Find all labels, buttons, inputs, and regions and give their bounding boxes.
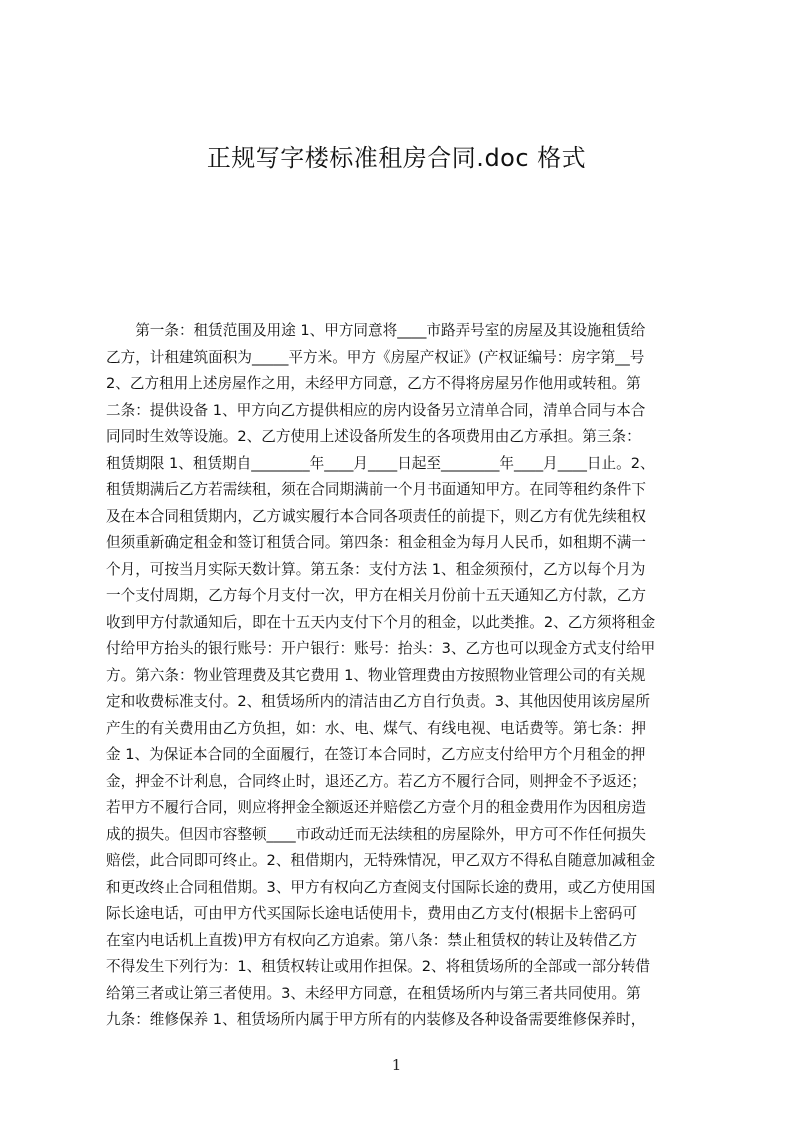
body-line: 际长途电话，可由甲方代买国际长途电话使用卡，费用由乙方支付(根据卡上密码可 bbox=[106, 905, 638, 922]
body-line: 和更改终止合同租借期。3、甲方有权向乙方查阅支付国际长途的费用，或乙方使用国 bbox=[106, 878, 656, 896]
body-line: 第一条：租赁范围及用途 1、甲方同意将____市路弄号室的房屋及其设施租赁给 bbox=[106, 322, 646, 339]
body-line: 方。第六条：物业管理费及其它费用 1、物业管理费由方按照物业管理公司的有关规 bbox=[106, 666, 646, 684]
page-number: 1 bbox=[391, 1056, 402, 1074]
body-line: 及在本合同租赁期内，乙方诚实履行本合同各项责任的前提下，则乙方有优先续租权 bbox=[106, 507, 646, 525]
body-line: 二条：提供设备 1、甲方向乙方提供相应的房内设备另立清单合同，清单合同与本合 bbox=[106, 401, 646, 419]
body-line: 一个支付周期，乙方每个月支付一次，甲方在相关月份前十五天通知乙方付款，乙方 bbox=[106, 587, 646, 604]
document-title: 正规写字楼标准租房合同.doc 格式 bbox=[206, 144, 587, 172]
body-line: 收到甲方付款通知后，即在十五天内支付下个月的租金，以此类推。2、乙方须将租金 bbox=[106, 613, 656, 631]
contract-body bbox=[106, 318, 702, 1028]
body-line: 赔偿，此合同即可终止。2、租借期内，无特殊情况，甲乙双方不得私自随意加减租金 bbox=[106, 852, 656, 869]
body-line: 付给甲方抬头的银行账号：开户银行：账号：抬头：3、乙方也可以现金方式支付给甲 bbox=[106, 640, 656, 657]
body-line: 不得发生下列行为：1、租赁权转让或用作担保。2、将租赁场所的全部或一部分转借 bbox=[106, 958, 650, 975]
body-line: 金 1、为保证本合同的全面履行，在签订本合同时，乙方应支付给甲方个月租金的押 bbox=[106, 746, 646, 763]
body-line: 个月，可按当月实际天数计算。第五条：支付方法 1、租金须预付，乙方以每个月为 bbox=[106, 560, 646, 578]
body-line: 在室内电话机上直拨)甲方有权向乙方追索。第八条：禁止租赁权的转让及转借乙方 bbox=[106, 931, 638, 949]
body-line: 产生的有关费用由乙方负担，如：水、电、煤气、有线电视、电话费等。第七条：押 bbox=[106, 719, 646, 737]
body-line: 乙方，计租建筑面积为_____平方米。甲方《房屋产权证》(产权证编号：房字第__号 bbox=[106, 348, 645, 366]
body-line: 同同时生效等设施。2、乙方使用上述设备所发生的各项费用由乙方承担。第三条： bbox=[106, 428, 641, 445]
body-line: 租赁期满后乙方若需续租，须在合同期满前一个月书面通知甲方。在同等租约条件下 bbox=[106, 481, 646, 498]
body-line: 若甲方不履行合同，则应将押金全额返还并赔偿乙方壹个月的租金费用作为因租房造 bbox=[106, 799, 646, 816]
body-line: 给第三者或让第三者使用。3、未经甲方同意，在租赁场所内与第三者共同使用。第 bbox=[106, 984, 641, 1002]
body-line: 但须重新确定租金和签订租赁合同。第四条：租金租金为每月人民币，如租期不满一 bbox=[106, 534, 646, 551]
body-line: 2、乙方租用上述房屋作之用，未经甲方同意，乙方不得将房屋另作他用或转租。第 bbox=[106, 375, 641, 392]
body-line: 九条：维修保养 1、租赁场所内属于甲方所有的内装修及各种设备需要维修保养时， bbox=[106, 1011, 646, 1028]
body-line: 成的损失。但因市容整顿____市政动迁而无法续租的房屋除外，甲方可不作任何损失 bbox=[106, 825, 646, 843]
body-line: 定和收费标准支付。2、租赁场所内的清洁由乙方自行负责。3、其他因使用该房屋所 bbox=[106, 693, 650, 710]
body-line: 金，押金不计利息，合同终止时，退还乙方。若乙方不履行合同，则押金不予返还； bbox=[106, 772, 646, 790]
body-line: 租赁期限 1、租赁期自________年____月____日起至________年____月____日止。2、 bbox=[106, 454, 655, 472]
